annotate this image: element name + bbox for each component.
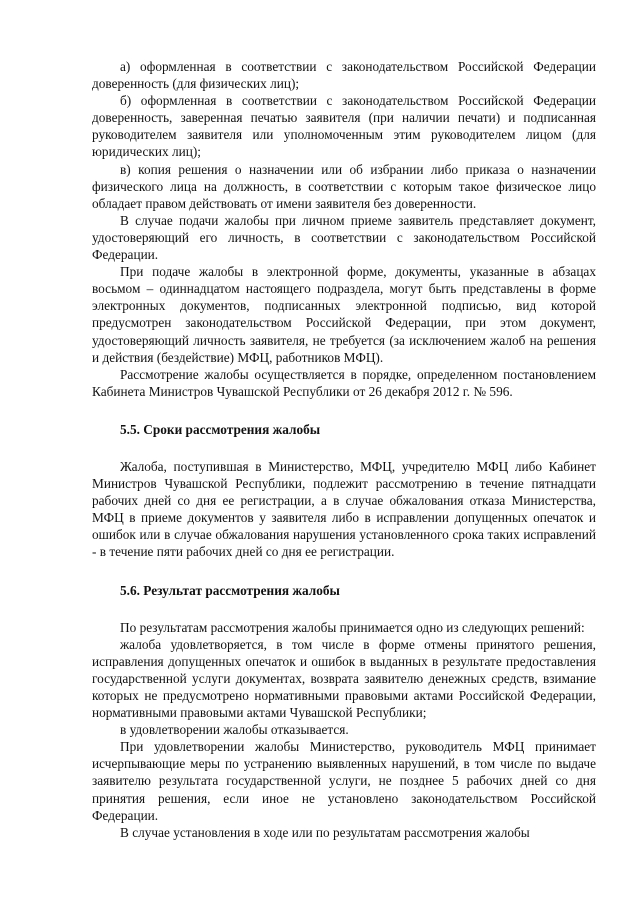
paragraph-review-procedure: Рассмотрение жалобы осуществляется в порядке, определенном постановлением Кабинета Министров Чувашской Республики от 26 декабря 2012 г. № 596. <box>92 366 596 399</box>
paragraph-item-b: б) оформленная в соответствии с законодательством Российской Федерации доверенность, заверенная печатью заявителя (при наличии печати) и подписанная руководителем заявителя или уполномоченным этим руководителем лицом (для юридических лиц); <box>92 93 596 160</box>
section-5-6-intro: По результатам рассмотрения жалобы принимается одно из следующих решений: <box>120 619 585 635</box>
paragraph-item-c: в) копия решения о назначении или об избрании либо приказа о назначении физического лица на должность, в соответствии с которым такое физическое лицо обладает правом действовать от имени заявителя без доверенности. <box>92 161 596 211</box>
section-5-6-measures: При удовлетворении жалобы Министерство, руководитель МФЦ принимает исчерпывающие меры по устранению выявленных нарушений, в том числе по выдаче заявителю результата государственной услуги, не позднее 5 рабочих дней со дня принятия решения, если иное не установлено законодательством Российской Федерации. <box>92 739 596 823</box>
paragraph-personal-reception: В случае подачи жалобы при личном приеме заявитель представляет документ, удостоверяющий его личность, в соответствии с законодательством Российской Федерации. <box>92 212 596 263</box>
paragraph-electronic-form: При подаче жалобы в электронной форме, документы, указанные в абзацах восьмом – одиннадцатом настоящего подраздела, могут быть представлены в форме электронных документов, подписанных электронной подписью, вид которой предусмотрен законодательством Российской Федерации, при этом документ, удостоверяющий личность заявителя, не требуется (за исключением жалоб на решения и действия (бездействие) МФЦ, работников МФЦ). <box>92 264 596 365</box>
section-5-6-satisfied: жалоба удовлетворяется, в том числе в форме отмены принятого решения, исправления допущенных опечаток и ошибок в выданных в результате предоставления государственной услуги документах, возврата заявителю денежных средств, взимание которых не предусмотрено нормативными правовыми актами Российской Федерации, нормативными правовыми актами Чувашской Республики; <box>92 636 596 721</box>
section-5-6-establishment: В случае установления в ходе или по результатам рассмотрения жалобы <box>120 824 530 840</box>
section-5-5-text: Жалоба, поступившая в Министерство, МФЦ, учредителю МФЦ либо Кабинет Министров Чувашской Республики, подлежит рассмотрению в течение пятнадцати рабочих дней со дня ее регистрации, а в случае обжалования отказа Министерства, МФЦ в приеме документов у заявителя либо в исправлении допущенных опечаток и ошибок или в случае обжалования нарушения установленного срока таких исправлений - в течение пяти рабочих дней со дня ее регистрации. <box>92 458 596 560</box>
section-5-5-heading: 5.5. Сроки рассмотрения жалобы <box>120 421 321 437</box>
section-5-6-refused: в удовлетворении жалобы отказывается. <box>120 722 349 738</box>
paragraph-item-a: а) оформленная в соответствии с законодательством Российской Федерации доверенность (для физических лиц); <box>92 59 596 92</box>
section-5-6-heading: 5.6. Результат рассмотрения жалобы <box>120 582 340 598</box>
